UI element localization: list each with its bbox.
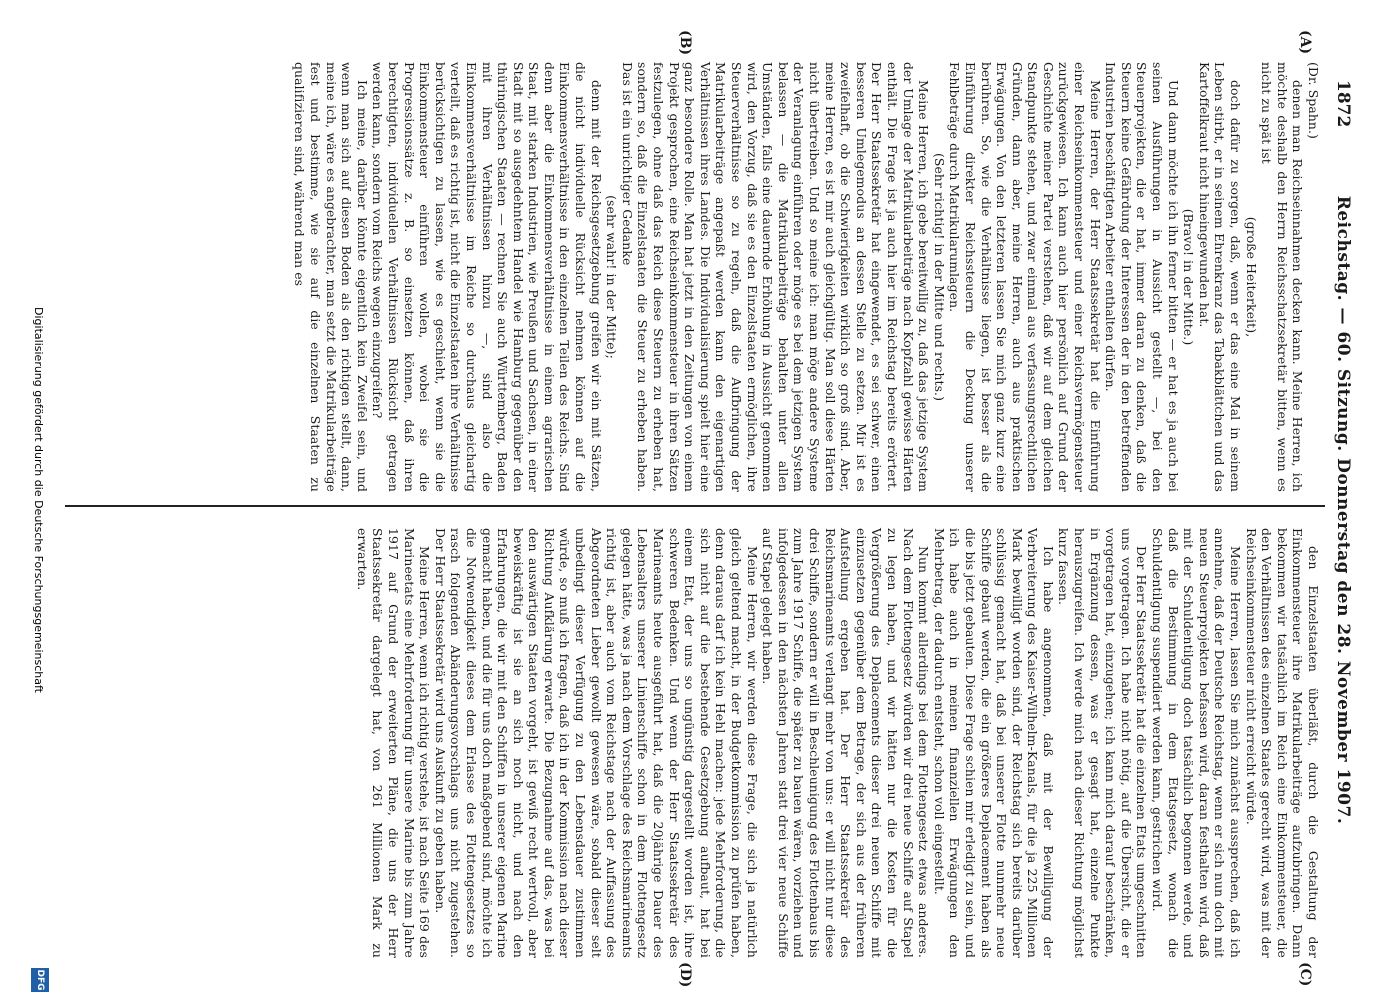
paragraph: doch dafür zu sorgen, daß, wenn er das eine Mal in seinem Leben stirbt, er in seinem Ehrenkranz das Tabakblättchen und das Kartoffelkraut nicht hineingewunden hat. [1196, 62, 1244, 492]
digitization-note: Digitalisierung gefördert durch die Deutsche Forschungsgemeinschaft [32, 307, 45, 693]
paragraph: Ich habe angenommen, daß mit der Bewilligung der Verbreiterung des Kaiser-Wilhelm-Kanals, für die ja 225 Millionen Mark bewilligt worden sind, der Reichstag sich bereits darüber schlüssig gemacht hat, daß bei unserer Flotte nunmehr neue Schiffe gebaut werden, die ein größeres Deplacement haben als die bis jetzt gebauten. Diese Frage schien mir erledigt zu sein, und ich habe auch in meinen finanziellen Erwägungen den Mehrbetrag, der dadurch entsteht, schon voll eingestellt. [931, 528, 1056, 958]
paragraph: (sehr wahr! in der Mitte); [604, 195, 620, 359]
paragraph: (Bravo! in der Mitte.) [1181, 208, 1197, 346]
paragraph: Der Herr Staatssekretär hat die einzelnen Etats umgeschnitten uns vorgetragen. Ich habe nicht nötig, auf die Übersicht, die er vorgetragen hat, einzugehen; ich kann mich darauf beschränken, in Ergänzung dessen, was er gesagt hat, einzelne Punkte herauszugreifen. Ich werde mich nach dieser Richtung möglichst kurz fassen. [1056, 528, 1150, 958]
paragraph: Meine Herren, der Herr Staatssekretär hat die Einführung einer Reichseinkommensteuer und einer Reichsvermögensteuer zurückgewiesen. Ich kann auch hier persönlich auf Grund der Geschichte meiner Partei verstehen, daß wir auf dem gleichen Standpunkte stehen, und zwar einmal aus verfassungsrechtlichen Gründen, dann aber, meine Herren, auch aus praktischen Erwägungen. Von den letzteren lassen Sie mich ganz kurz eine berühren. So, wie die Verhältnisse liegen, ist besser als die Einführung direkter Reichssteuern die Deckung unserer Fehlbeträge durch Matrikularumlagen. [947, 62, 1103, 492]
margin-mark-b: (B) [677, 30, 693, 56]
digitization-footer [23, 0, 53, 1000]
margin-mark-c: (C) [1297, 962, 1313, 987]
paragraph: denen man Reichseinnahmen decken kann. Meine Herren, ich möchte deshalb den Herrn Reichsschatzsekretär bitten, wenn es nicht zu spät ist [1259, 62, 1306, 492]
margin-mark-a: (A) [1297, 30, 1313, 55]
paragraph: Meine Herren, lassen Sie mich zunächst aussprechen, daß ich annehme, daß der Deutsche Reichstag, wenn er sich nun doch mit neuen Steuerprojekten befassen wird, daran festhalten wird, daß mit der Schuldentilgung doch tatsächlich begonnen werde, und daß die Bestimmung in dem Etatsgesetz, wonach die Schuldentilgung suspendiert werden kann, gestrichen wird. [1150, 528, 1244, 958]
page-header [1329, 70, 1355, 950]
paragraph: (große Heiterkeit), [1243, 216, 1259, 338]
paragraph: Und dann möchte ich ihn ferner bitten — er hat es ja auch bei seinen Ausführungen in Aussicht gestellt —, bei den Steuerprojekten, die er hat, immer daran zu denken, daß die Steuern keine Gefährdung der Interessen der in den betreffenden Industrien beschäftigten Arbeiter enthalten dürfen. [1103, 62, 1181, 492]
left-text-column [71, 62, 1321, 492]
paragraph: Ich meine, darüber könnte eigentlich kein Zweifel sein, und wenn man sich auf diesen Boden als den richtigen stellt, dann, meine ich, wäre es angebrachter, man setzt die Matrikularbeiträge fest und bestimme, wie sie auf die einzelnen Staaten zu qualifizieren sind, während man es [292, 62, 370, 492]
column-divider [65, 505, 1325, 507]
paragraph: Nun kommt allerdings bei dem Flottengesetz etwas anderes. Nach dem Flottengesetz würden wir drei neue Schiffe auf Stapel zu legen haben, und wir hätten nur die Kosten für die Vergrößerung des Deplacements dieser drei neuen Schiffe mit einzusetzen gegenüber dem Betrage, der sich aus der früheren Aufstellung ergeben hat. Der Herr Staatssekretär des Reichsmarineamts verlangt mehr von uns: er will nicht nur diese drei Schiffe, sondern er will in Beschleunigung des Flottenbaus bis zum Jahre 1917 Schiffe, die später zu bauen wären, vorziehen und infolgedessen in den nächsten Jahren statt drei vier neue Schiffe auf Stapel gelegt haben. [760, 528, 932, 958]
paragraph: denn mit der Reichsgesetzgebung greifen wir ein mit Sätzen, die nicht individuelle Rücksicht nehmen können auf die Einkommensverhältnisse in den einzelnen Teilen des Reichs. Sind denn aber die Einkommensverhältnisse in einem agrarischen Staat, mit starken Industrien, wie Preußen und Sachsen, in einer Stadt mit so ausgedehntem Handel wie Hamburg gegenüber den thüringischen Staaten — rechnen Sie auch Württemberg, Baden mit ihren Verhältnissen hinzu —, sind also die Einkommensverhältnisse im Reiche so durchaus gleichartig verteilt, daß es richtig ist, nicht die Einzelstaaten ihre Verhältnisse berücksichtigen zu lassen, wie es geschieht, wenn sie die Einkommensteuer einführen wollen, wobei sie die Progressionssätze z. B. so einsetzen können, daß ihren berechtigten, individuellen Verhältnissen Rücksicht getragen werden kann, sondern vom Reichs wegen einzugreifen? [370, 62, 604, 492]
paragraph: Meine Herren, wir werden diese Frage, die sich ja natürlich gleich geltend macht, in der Budgetkommission zu prüfen haben, denn daraus darf ich kein Hehl machen: jede Mehrforderung, die sich nicht auf die bestehende Gesetzgebung aufbaut, hat bei einem Etat, der uns so ungünstig dargestellt worden ist, ihre schweren Bedenken. Und wenn der Herr Staatssekretär des Marineamts heute ausgeführt hat, daß die 20jährige Dauer des Lebensalters unserer Linienschiffe schon in dem Flottengesetz gelegen hätte, was ja nach dem Vorschlage des Reichsmarineamts richtig ist, aber auch vom Reichstage nach der Auffassung des Abgeordneten Lieber gewollt gewesen wäre, sobald dieser selt unbedingt dieser Verfügung zu den Lebensdauer zustimmen würde, so muß ich fragen, daß ich in der Kommission nach dieser Richtung Aufklärung erwarte. Die Bezugnahme auf das, was bei den auswärtigen Staaten vorgeht, ist gewiß recht wertvoll, aber beweiskräftig ist sie an sich noch nicht, und nach den Erfahrungen, die wir mit den Schiffen in unserer eigenen Marine gemacht haben, und die für uns doch maßgebend sind, möchte ich die Notwendigkeit dieses dem Erlasse des Flottengesetzes so rasch folgenden Abänderungsvorschlags uns nicht zugestehen. Der Herr Staatssekretär wird uns Auskunft zu geben haben. [432, 528, 760, 958]
paragraph: den Einzelstaaten überläßt, durch die Gestaltung der Einkommensteuer ihre Matrikularbeiträge aufzubringen. Dann bekommen wir tatsächlich im Reich eine Einkommensteuer, die den Verhältnissen des einzelnen Staates gerecht wird, was mit der Reichseinkommensteuer nicht erreicht würde. [1243, 528, 1321, 958]
page-number: 1872 [1333, 80, 1353, 128]
page-title: Reichstag. — 60. Sitzung. Donnerstag den 28. November 1907. [1333, 195, 1353, 825]
dfg-logo: DFG [31, 968, 49, 992]
margin-mark-d: (D) [677, 962, 693, 988]
speaker-label: (Dr. Spahn.) [1306, 62, 1321, 139]
right-text-column [71, 528, 1321, 958]
paragraph: Meine Herren, ich gebe bereitwillig zu, daß das jetzige System der Umlage der Matrikularbeiträge nach Kopfzahl gewisse Härten enthält. Die Frage ist ja auch hier im Reichstag bereits erörtert. Der Herr Staatssekretär hat eingewendet, es sei schwer, einen besseren Umlegemodus an dessen Stelle zu setzen. Mir ist es zweifelhaft, ob die Schwierigkeiten wirklich so groß sind. Aber, meine Herren, es ist mir auch gleichgültig. Man soll diese Härten nicht übertreiben. Und so meine ich: man möge andere Systeme der Veranlagung einführen oder möge es bei dem jetzigen System belassen — die Matrikularbeiträge behalten unter allen Umständen, falls eine dauernde Erhöhung in Aussicht genommen wird, den Vorzug, daß sie es den Einzelstaaten ermöglichen, ihre Steuerverhältnisse so zu regeln, daß die Aufbringung der Matrikularbeiträge angepaßt werden kann den eigenartigen Verhältnissen ihres Landes. Die Individualisierung spielt hier eine ganz besondere Rolle. Man hat jetzt in den Zeitungen von einem Projekt gesprochen, eine Reichseinkommensteuer in ihren Sätzen festzulegen, ohne daß das Reich diese Steuern zu erheben hat, sondern so, daß die Einzelstaaten die Steuer zu erheben haben. Das ist ein unrichtiger Gedanke [619, 62, 932, 492]
paragraph: Meine Herren, wenn ich richtig verstehe, ist nach Seite 169 des Marineetats eine Mehrforderung für unsere Marine bis zum Jahre 1917 auf Grund der erweiterten Pläne, die uns der Herr Staatssekretär dargelegt hat, von 261 Millionen Mark zu erwarten. [354, 528, 433, 958]
paragraph: (Sehr richtig! in der Mitte und rechts.) [931, 152, 947, 402]
